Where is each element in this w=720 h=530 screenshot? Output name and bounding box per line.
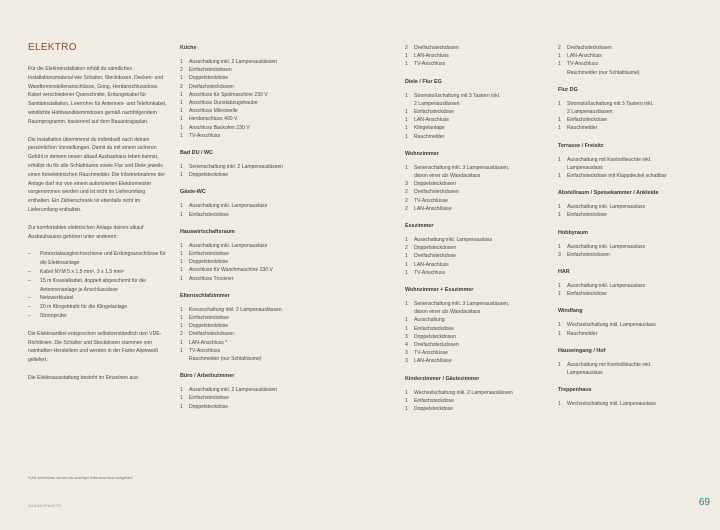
room-section [558, 307, 698, 337]
footnote: *LAN-Anschlüsse werden als einzeliger Datenanschluss ausgeführt [28, 476, 133, 480]
item-text: Einfachsteckdose [414, 109, 454, 116]
item-quantity: 3 [405, 333, 408, 340]
list-item [558, 400, 698, 408]
list-item [180, 132, 320, 140]
list-item: – Netzwerkkabel [28, 294, 168, 303]
list-item [180, 99, 320, 107]
item-text: Rauchmelder [414, 133, 445, 140]
room-section [405, 150, 545, 213]
list-item [558, 211, 698, 219]
item-quantity: 1 [558, 204, 561, 211]
item-quantity: 1 [180, 116, 183, 123]
item-quantity: 1 [558, 322, 561, 329]
room-heading: Terrasse / Freisitz [558, 142, 604, 149]
room-heading: Windfang [558, 308, 583, 315]
list-item [405, 244, 545, 252]
list-item [405, 389, 545, 397]
item-text: Einfachsteckdose mit Klappdeckel schaltbar [567, 173, 667, 180]
item-quantity: 1 [405, 237, 408, 244]
item-quantity: 1 [180, 387, 183, 394]
item-quantity: 1 [558, 117, 561, 124]
list-item: – Potenzialausgleichsschiene und Erdungsanschlüsse für die Elektroanlage [28, 250, 168, 268]
list-item [180, 107, 320, 115]
list-item [180, 66, 320, 74]
list-item [180, 386, 320, 394]
room-heading: Büro / Arbeitszimmer [180, 373, 235, 380]
item-text: Ausschaltung inkl. Lampenauslass [414, 237, 493, 244]
item-text: Einfachsteckdosen [189, 67, 232, 74]
item-text: TV-Anschluss [189, 347, 221, 354]
item-quantity: 1 [558, 173, 561, 180]
item-quantity: 1 [180, 306, 183, 313]
item-text: Serienschaltung inkl. 2 Lampenauslässen [189, 164, 284, 171]
room-section [405, 44, 545, 69]
room-heading: Treppenhaus [558, 387, 592, 394]
item-quantity: 1 [180, 132, 183, 139]
list-item [558, 361, 698, 369]
item-text: Dreifachsteckdosen [567, 45, 612, 51]
item-quantity: 1 [180, 242, 183, 249]
list-item [405, 261, 545, 269]
list-item: – Kabel NYM 5 x 1,5 mm², 3 x 1,5 mm² [28, 268, 168, 277]
item-text: Wechselschaltung inkl. Lampenauslass [567, 401, 656, 408]
item-quantity: 1 [405, 406, 408, 413]
list-item [180, 115, 320, 123]
item-quantity: 1 [180, 403, 183, 410]
item-quantity: 3 [405, 181, 408, 188]
item-quantity: 1 [558, 330, 561, 337]
item-text: Ausschaltung mit Kontrollleuchte inkl. [567, 156, 652, 163]
item-continuation: Rauchmelder (nur Schlafräume) [567, 69, 640, 76]
item-text: LAN-Anschluss [414, 261, 449, 268]
item-text: Kreuzschaltung inkl. 2 Lampenauslässen [189, 306, 282, 313]
item-quantity: 1 [405, 317, 408, 324]
item-text: Einfachsteckdose [414, 397, 454, 404]
item-quantity: 1 [558, 125, 561, 132]
item-text: Ausschaltung inkl. Lampenauslass [567, 204, 646, 211]
list-item [405, 92, 545, 100]
list-item [180, 266, 320, 274]
item-continuation: 2 Lampenauslässen [567, 109, 613, 116]
list-item [558, 100, 698, 108]
list-item [405, 252, 545, 260]
item-continuation: 2 Lampenauslässen [414, 100, 460, 107]
list-item [180, 403, 320, 411]
list-item [405, 341, 545, 349]
list-item [180, 275, 320, 283]
item-text: Einfachsteckdose [189, 395, 229, 402]
list-item [180, 347, 320, 355]
list-item [405, 397, 545, 405]
item-quantity: 3 [558, 251, 561, 258]
list-item [405, 52, 545, 60]
room-heading: Esszimmer [405, 223, 434, 230]
item-quantity: 1 [405, 125, 408, 132]
item-text: Anschluss Backofen 230 V [189, 124, 250, 131]
room-heading: Diele / Flur EG [405, 78, 442, 85]
room-section [558, 229, 698, 259]
room-section [558, 347, 698, 377]
item-quantity: 2 [180, 331, 183, 338]
item-text: TV-Anschlüsse [414, 350, 448, 357]
item-text: TV-Anschluss [189, 132, 221, 139]
item-text: Rauchmelder [567, 125, 598, 132]
page-title: ELEKTRO [28, 42, 77, 53]
item-text: Ausschaltung inkl. 2 Lampenauslässen [189, 387, 278, 394]
item-text: Doppelsteckdose [414, 406, 454, 413]
room-section [558, 142, 698, 181]
list-item [405, 349, 545, 357]
item-quantity: 1 [558, 401, 561, 408]
list-item [405, 325, 545, 333]
item-quantity: 1 [405, 301, 408, 308]
list-item [180, 242, 320, 250]
item-quantity: 2 [180, 67, 183, 74]
item-text: TV-Anschlüsse [414, 197, 448, 204]
room-section [405, 78, 545, 141]
item-quantity: 1 [180, 347, 183, 354]
room-column-2 [405, 44, 545, 422]
item-text: LAN-Anschlüsse [414, 358, 452, 365]
item-quantity: 1 [558, 61, 561, 68]
item-text: Serienschaltung inkl. 3 Lampenauslässen, [414, 164, 510, 171]
item-text: Ausschaltung inkl. Lampenauslass [189, 203, 268, 210]
list-item [405, 44, 545, 52]
list-item [405, 108, 545, 116]
list-item [405, 116, 545, 124]
list-item [558, 251, 698, 259]
room-section [405, 286, 545, 366]
item-text: Stromstoßschaltung mit 3 Tastern inkl. [414, 92, 501, 99]
item-text: LAN-Anschluss [567, 53, 602, 60]
item-text: Doppelsteckdosen [414, 181, 456, 188]
item-quantity: 1 [405, 261, 408, 268]
room-section [558, 268, 698, 298]
item-quantity: 4 [405, 342, 408, 349]
item-quantity: 1 [558, 53, 561, 60]
item-text: LAN-Anschluss [414, 53, 449, 60]
room-section [558, 86, 698, 133]
list-item [180, 211, 320, 219]
list-item [180, 91, 320, 99]
item-quantity: 1 [405, 397, 408, 404]
list-item [180, 202, 320, 210]
item-quantity: 1 [558, 212, 561, 219]
list-item [180, 250, 320, 258]
item-text: Doppelsteckdosen [414, 333, 456, 340]
list-item [558, 124, 698, 132]
item-text: Ausschaltung [414, 317, 445, 324]
item-quantity: 1 [405, 389, 408, 396]
list-item [405, 124, 545, 132]
room-section [405, 222, 545, 277]
list-item [405, 164, 545, 172]
room-heading: HAR [558, 269, 570, 276]
list-item [180, 74, 320, 82]
room-heading: Wohnzimmer [405, 150, 439, 157]
item-continuation: Rauchmelder (nur Schlafräume) [189, 356, 262, 363]
list-item [180, 83, 320, 91]
item-quantity: 1 [558, 243, 561, 250]
list-item [405, 357, 545, 365]
room-section [180, 292, 320, 363]
item-quantity: 2 [180, 83, 183, 90]
item-text: Einfachsteckdose [189, 211, 229, 218]
room-section [180, 372, 320, 411]
room-heading: Bad DU / WC [180, 150, 213, 157]
list-item [405, 188, 545, 196]
item-quantity: 1 [558, 361, 561, 368]
item-text: Stromstoßschaltung mit 3 Tastern inkl. [567, 100, 654, 107]
item-quantity: 1 [180, 275, 183, 282]
list-item [558, 203, 698, 211]
item-text: Dreifachsteckdose [414, 253, 456, 260]
item-text: Anschluss für Spülmaschine 230 V [189, 91, 268, 98]
room-heading: Hauseingang / Hof [558, 347, 606, 354]
item-text: TV-Anschluss [567, 61, 599, 68]
item-quantity: 1 [180, 164, 183, 171]
list-item [180, 330, 320, 338]
page-number: 69 [698, 497, 710, 508]
item-text: Wechselschaltung inkl. Lampenauslass [567, 322, 656, 329]
item-quantity: 1 [405, 133, 408, 140]
list-item [558, 282, 698, 290]
item-text: Doppelsteckdosen [414, 245, 456, 252]
closing-paragraph: Die Elektroartikel entsprechen selbstverständlich den VDE-Richtlinien. Die Schalter und Steckdosen stammen von namhaften Herstellern und werden in der Farbe Alpinweiß geliefert. [28, 330, 162, 364]
list-item [180, 306, 320, 314]
item-quantity: 1 [180, 124, 183, 131]
item-quantity: 2 [405, 45, 408, 51]
room-heading: Kinderzimmer / Gästezimmer [405, 375, 480, 382]
list-item [180, 163, 320, 171]
room-section [558, 386, 698, 408]
item-quantity: 1 [180, 251, 183, 258]
item-quantity: 1 [180, 172, 183, 179]
item-quantity: 1 [405, 164, 408, 171]
room-heading: Küche [180, 45, 197, 51]
room-section [180, 188, 320, 218]
item-quantity: 1 [180, 59, 183, 65]
list-item [558, 116, 698, 124]
item-quantity: 2 [405, 197, 408, 204]
list-item [180, 394, 320, 402]
list-item [558, 60, 698, 68]
item-text: Klingelanlage [414, 125, 445, 132]
item-continuation: davon einer als Wandauslass [414, 309, 481, 316]
list-item [405, 180, 545, 188]
item-text: Einfachsteckdose [567, 291, 607, 298]
item-text: Doppelsteckdose [189, 403, 229, 410]
item-quantity: 2 [405, 205, 408, 212]
list-item [180, 258, 320, 266]
room-heading: Elternschlafzimmer [180, 292, 230, 299]
room-section [180, 228, 320, 283]
item-text: Serienschaltung inkl. 3 Lampenauslässen, [414, 301, 510, 308]
item-quantity: 3 [405, 358, 408, 365]
item-text: Ausschaltung inkl. Lampenauslass [567, 243, 646, 250]
item-text: Einfachsteckdose [567, 117, 607, 124]
list-item [180, 339, 320, 347]
list-item [405, 269, 545, 277]
item-quantity: 1 [558, 283, 561, 290]
item-quantity: 1 [405, 325, 408, 332]
item-quantity: 1 [180, 108, 183, 115]
item-quantity: 1 [180, 259, 183, 266]
item-text: Doppelsteckdose [189, 323, 229, 330]
item-text: Doppelsteckdose [189, 172, 229, 179]
room-heading: Hobbyraum [558, 229, 588, 236]
item-text: LAN-Anschluss * [189, 339, 228, 346]
item-quantity: 1 [558, 291, 561, 298]
room-column-1 [180, 44, 320, 420]
list-item: – 15 m Koaxialkabel, doppelt abgeschirmt für die Antennenanlage je Anschlussdose [28, 277, 168, 295]
item-text: TV-Anschluss [414, 269, 446, 276]
item-text: Einfachsteckdose [189, 315, 229, 322]
intro-paragraph: Für die Elektroinstallation erhält du sämtliches Installationsmaterial wie Schalter, Steckdosen, Decken- und Wandbrennstellenanschlüsse, Gong, Herdanschlussdose, Kabel verschiedener Querschnitte, Erdungskabel für Sanitärinstallation, Leerrohre für Antennen- und Telefonkabel, windlichte Hohlwandklemmdosen gemäß nachfolgendem Raumprogramm, basierend auf dem Bauantragsplan. [28, 66, 167, 125]
item-quantity: 1 [405, 53, 408, 60]
list-item [405, 405, 545, 413]
item-text: Einfachsteckdose [414, 325, 454, 332]
list-item [558, 52, 698, 60]
list-item [405, 205, 545, 213]
room-heading: Flur DG [558, 86, 578, 93]
item-text: Wechselschaltung inkl. 2 Lampenauslässen [414, 389, 513, 396]
item-quantity: 1 [180, 323, 183, 330]
list-item [180, 314, 320, 322]
list-item: – 20 m Klingeldraht für die Klingelanlage [28, 303, 168, 312]
item-text: Herdanschluss 400 V [189, 116, 238, 123]
item-quantity: 1 [405, 253, 408, 260]
list-item [558, 156, 698, 164]
item-text: Ausschaltung inkl. Lampenauslass [189, 242, 268, 249]
list-item [405, 333, 545, 341]
list-item [180, 58, 320, 66]
item-continuation: Lampenauslass [567, 370, 603, 377]
list-item [558, 44, 698, 52]
room-section [405, 375, 545, 414]
item-text: Einfachsteckdosen [567, 251, 610, 258]
closing-paragraph: Die Elektroausstattung besteht im Einzelnen aus: [28, 374, 139, 381]
list-item [405, 197, 545, 205]
item-quantity: 1 [180, 339, 183, 346]
list-item [558, 321, 698, 329]
item-text: Doppelsteckdose [189, 75, 229, 82]
item-quantity: 1 [558, 100, 561, 107]
intro-column [28, 42, 168, 392]
item-text: Rauchmelder [567, 330, 598, 337]
item-text: Anschluss für Waschmaschine 230 V [189, 267, 273, 274]
intro-paragraph: Zur komfortablen elektrischen Anlage deines alkauf Ausbauhauses gehören unter anderem: [28, 224, 144, 240]
room-section [180, 44, 320, 140]
item-quantity: 2 [558, 45, 561, 51]
item-text: Dreifachsteckdosen [414, 342, 459, 349]
feature-list [28, 250, 168, 320]
item-text: Dreifachsteckdosen [189, 331, 234, 338]
list-item [405, 133, 545, 141]
room-heading: Gäste-WC [180, 189, 206, 196]
footer-label: AUSBAUPAKETE [28, 504, 62, 508]
list-item: – Stromprüfer [28, 312, 168, 321]
item-text: Einfachsteckdose [567, 212, 607, 219]
list-item [558, 243, 698, 251]
item-quantity: 1 [180, 211, 183, 218]
item-text: Dreifachsteckdosen [189, 83, 234, 90]
item-continuation: Lampenauslass [567, 164, 603, 171]
intro-paragraph: Die Installation übernimmst du individuell nach deinen persönlichen Vorstellungen. Damit du mit einem sicheren Gefühl in deinem neuen alkauf Ausbauhaus leben kannst, erhältst du für alle Schlafräume sowie Flur und Diele jeweils einen fotoelektrischen Rauchmelder. Die Inbetriebnahme der Anlage darf nur von einem autorisierten Elektromeister vorgenommen werden und ist nicht im Lieferumfang enthalten. Ein Zählerschrank ist ebenfalls nicht im Lieferumfang enthalten. [28, 136, 166, 213]
item-text: Ausschaltung inkl. Lampenauslass [567, 283, 646, 290]
item-text: Ausschaltung mit Kontrollleuchte inkl. [567, 361, 652, 368]
room-heading: Wohnzimmer + Esszimmer [405, 287, 474, 294]
item-continuation: davon einer als Wandauslass [414, 173, 481, 180]
list-item [180, 124, 320, 132]
list-item [558, 172, 698, 180]
item-text: Doppelsteckdose [189, 259, 229, 266]
item-text: Dreifachsteckdosen [414, 45, 459, 51]
list-item [405, 300, 545, 308]
item-text: Einfachsteckdose [189, 251, 229, 258]
list-item [405, 236, 545, 244]
list-item [558, 330, 698, 338]
room-section [558, 189, 698, 219]
room-section [180, 149, 320, 179]
item-quantity: 1 [405, 269, 408, 276]
item-text: TV-Anschluss [414, 61, 446, 68]
item-quantity: 1 [405, 109, 408, 116]
item-quantity: 1 [180, 100, 183, 107]
item-quantity: 2 [405, 245, 408, 252]
item-text: Dreifachsteckdosen [414, 189, 459, 196]
item-quantity: 3 [405, 350, 408, 357]
item-quantity: 1 [405, 92, 408, 99]
item-quantity: 1 [180, 267, 183, 274]
item-quantity: 1 [180, 395, 183, 402]
item-text: Anschluss Trockner [189, 275, 234, 282]
room-column-3 [558, 44, 698, 417]
list-item [180, 322, 320, 330]
item-text: Anschluss Dunstabzugshaube [189, 100, 258, 107]
room-section [558, 44, 698, 77]
list-item [405, 60, 545, 68]
list-item [558, 290, 698, 298]
item-quantity: 1 [180, 91, 183, 98]
item-quantity: 1 [405, 61, 408, 68]
room-heading: Hauswirtschaftsraum [180, 228, 235, 235]
item-text: LAN-Anschluss [414, 117, 449, 124]
list-item [180, 171, 320, 179]
item-quantity: 2 [405, 189, 408, 196]
item-quantity: 1 [558, 156, 561, 163]
item-quantity: 1 [405, 117, 408, 124]
list-item [405, 316, 545, 324]
item-quantity: 1 [180, 75, 183, 82]
item-text: Anschluss Mikrowelle [189, 108, 238, 115]
item-text: Ausschaltung inkl. 2 Lampenauslässen [189, 59, 278, 65]
room-heading: Abstellraum / Speisekammer / Ankleide [558, 190, 659, 197]
item-quantity: 1 [180, 203, 183, 210]
item-quantity: 1 [180, 315, 183, 322]
item-text: LAN-Anschlüsse [414, 205, 452, 212]
